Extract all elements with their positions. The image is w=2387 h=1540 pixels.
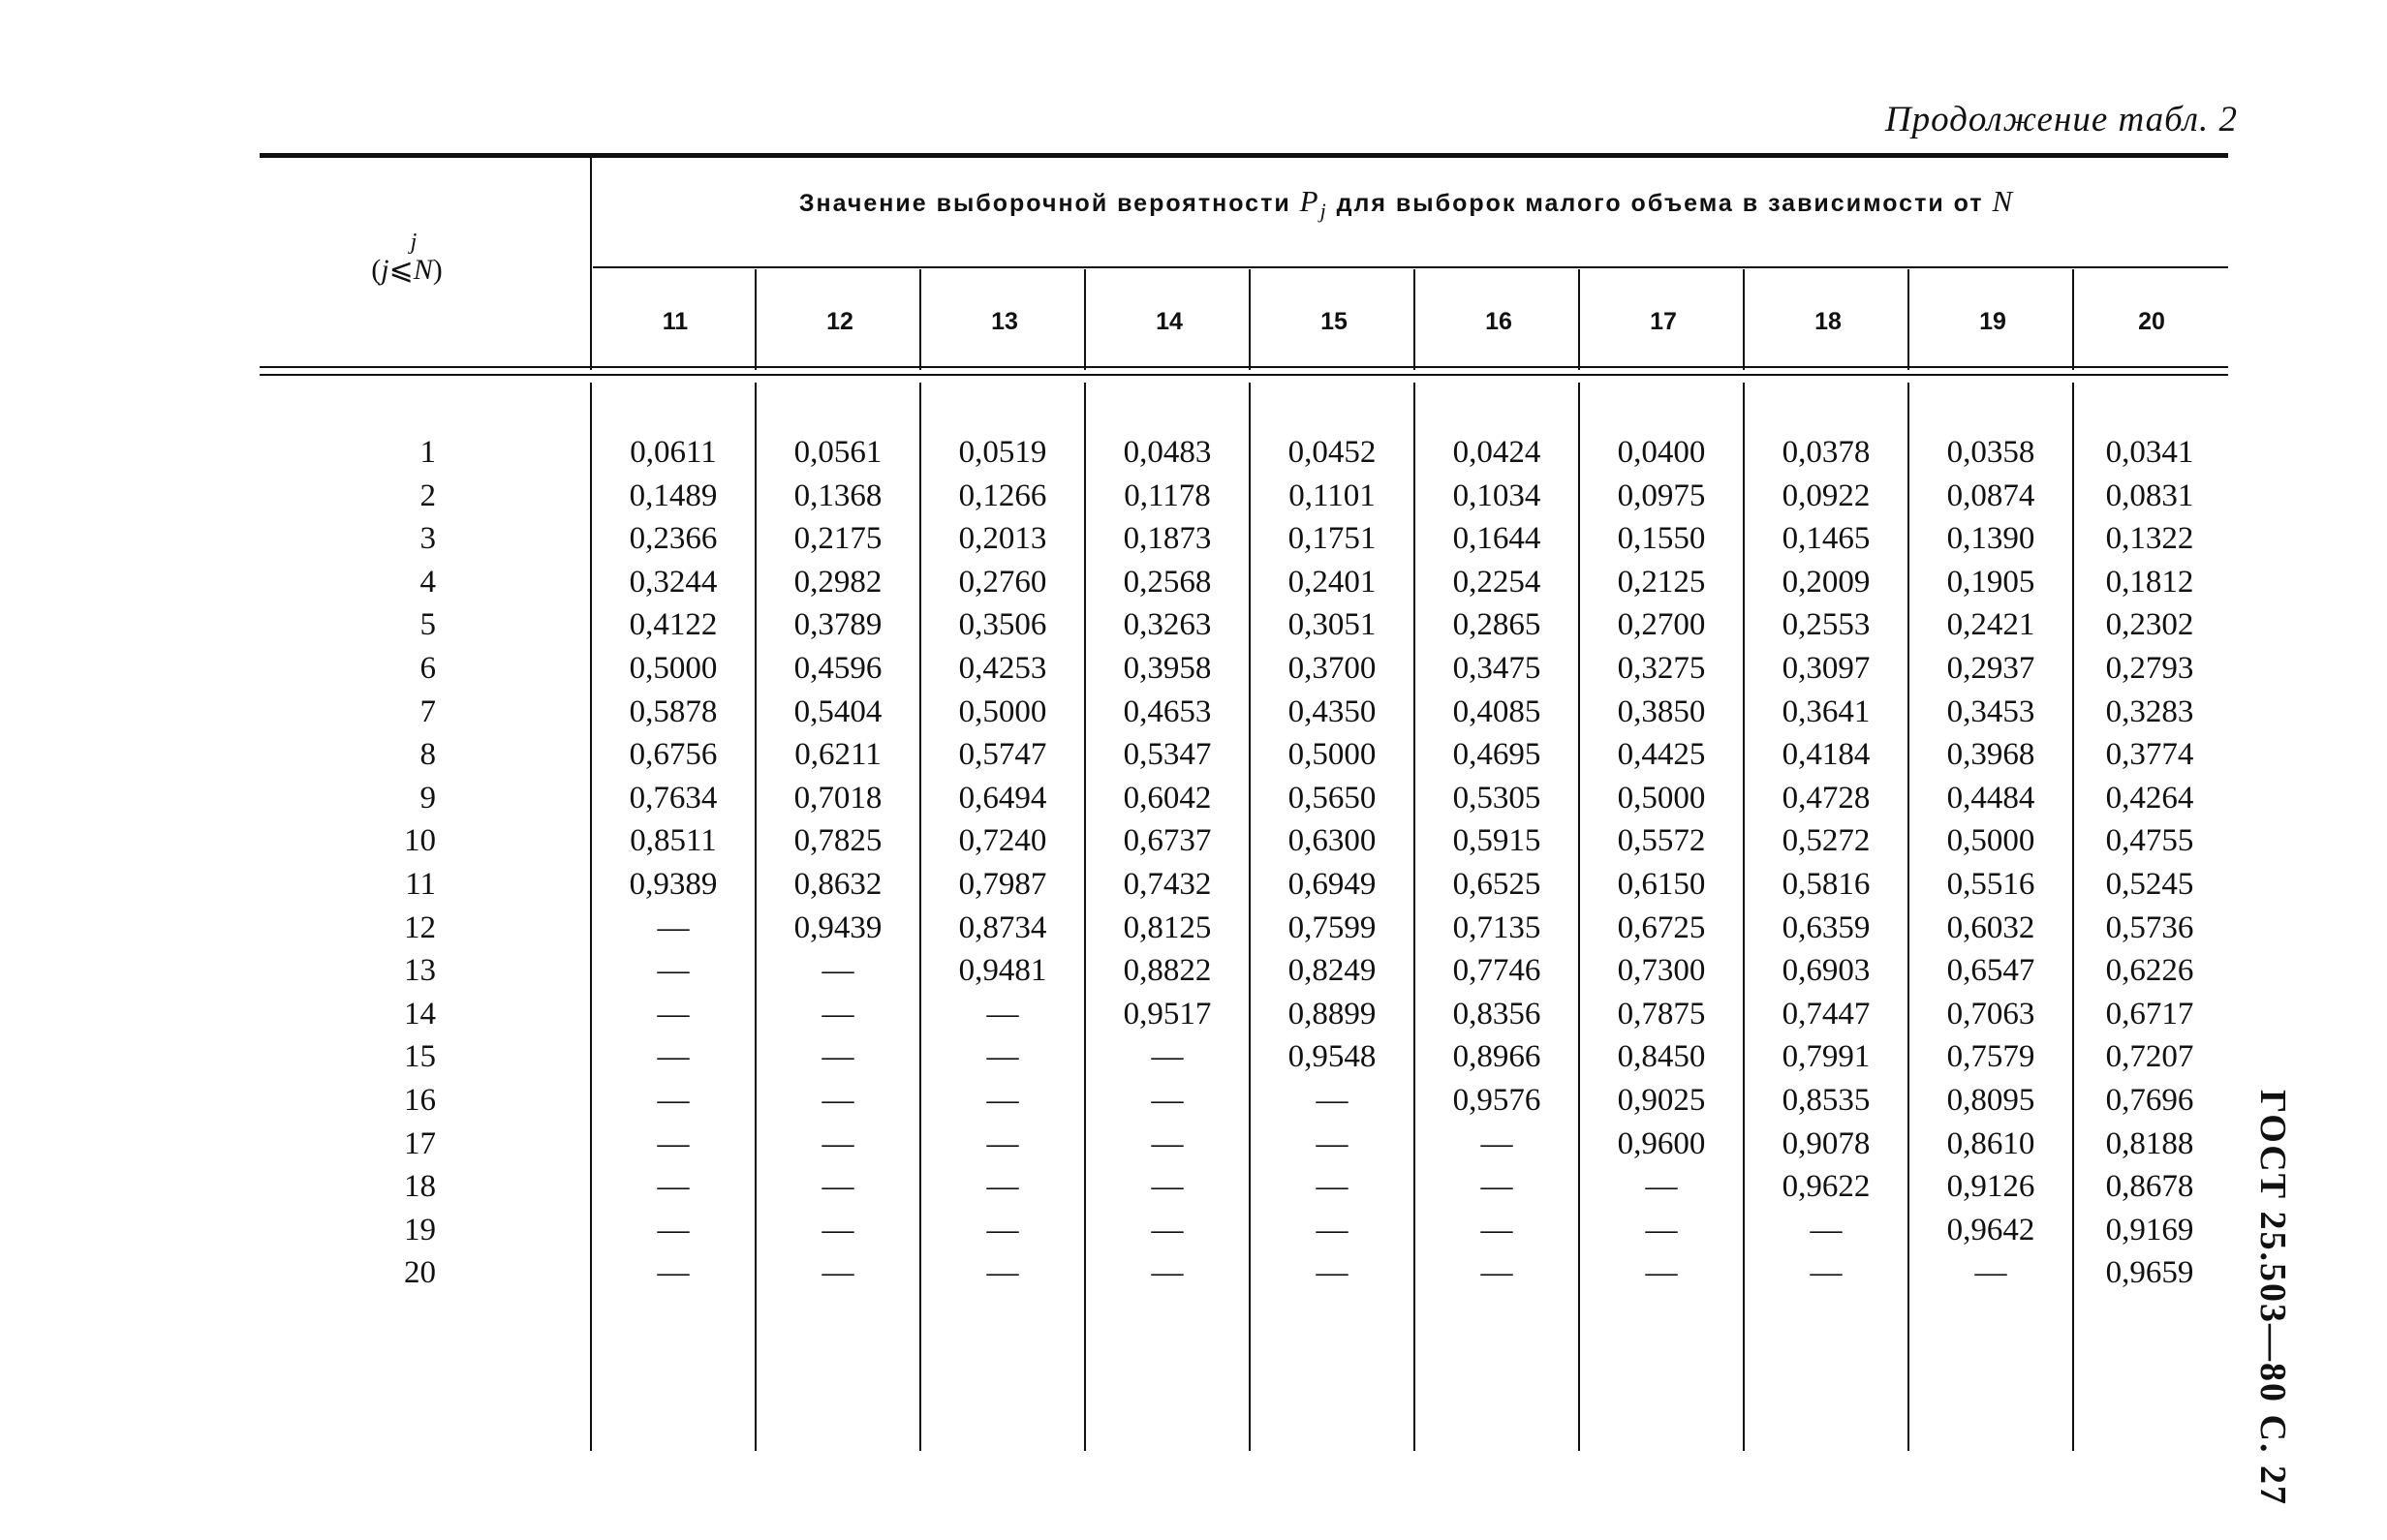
probability-cell: 0,7018: [793, 780, 883, 816]
probability-cell: 0,2421: [1946, 607, 2035, 643]
row-index: 3: [419, 521, 436, 557]
empty-cell-dash: —: [1480, 1125, 1513, 1161]
empty-cell-dash: —: [1810, 1255, 1843, 1291]
empty-cell-dash: —: [986, 1212, 1019, 1247]
empty-cell-dash: —: [822, 996, 854, 1032]
column-header-n: 12: [826, 308, 853, 335]
row-index: 16: [404, 1083, 436, 1118]
probability-cell: 0,5272: [1782, 823, 1871, 859]
row-index: 20: [404, 1255, 436, 1291]
probability-cell: 0,9659: [2105, 1255, 2194, 1291]
probability-cell: 0,7135: [1452, 909, 1541, 945]
empty-cell-dash: —: [822, 1212, 854, 1247]
empty-cell-dash: —: [1480, 1169, 1513, 1205]
probability-cell: 0,1489: [629, 477, 718, 513]
probability-cell: 0,1178: [1124, 477, 1211, 513]
probability-cell: 0,2568: [1123, 564, 1212, 600]
empty-cell-dash: —: [1810, 1212, 1843, 1247]
probability-cell: 0,2175: [793, 521, 883, 557]
probability-cell: 0,0831: [2105, 477, 2194, 513]
probability-cell: 0,7987: [958, 867, 1047, 902]
row-index: 4: [419, 564, 436, 600]
header-sub-rule: [593, 266, 2228, 268]
probability-cell: 0,5915: [1452, 823, 1541, 859]
probability-cell: 0,2013: [958, 521, 1047, 557]
probability-cell: 0,7599: [1287, 909, 1377, 945]
empty-cell-dash: —: [657, 1212, 690, 1247]
row-index: 11: [405, 867, 436, 902]
probability-cell: 0,7447: [1782, 996, 1871, 1032]
probability-cell: 0,5747: [958, 737, 1047, 773]
probability-cell: 0,3968: [1946, 737, 2035, 773]
empty-cell-dash: —: [822, 1125, 854, 1161]
probability-cell: 0,0341: [2105, 435, 2194, 470]
row-index-header: [344, 231, 470, 285]
header-double-rule-bottom: [260, 374, 2228, 376]
probability-cell: 0,5000: [958, 693, 1047, 729]
probability-cell: 0,8356: [1452, 996, 1541, 1032]
probability-cell: 0,9025: [1617, 1083, 1706, 1118]
probability-cell: 0,1812: [2105, 564, 2194, 600]
probability-cell: 0,2700: [1617, 607, 1706, 643]
row-index: 13: [404, 953, 436, 989]
probability-cell: 0,6717: [2105, 996, 2194, 1032]
probability-cell: 0,1266: [958, 477, 1047, 513]
probability-cell: 0,0519: [958, 435, 1047, 470]
probability-cell: 0,6226: [2105, 953, 2194, 989]
probability-cell: 0,4596: [793, 651, 883, 686]
probability-cell: 0,0400: [1617, 435, 1706, 470]
probability-cell: 0,7825: [793, 823, 883, 859]
probability-cell: 0,1390: [1946, 521, 2035, 557]
row-index: 17: [404, 1125, 436, 1161]
probability-cell: 0,5000: [1617, 780, 1706, 816]
probability-cell: 0,8095: [1946, 1083, 2035, 1118]
empty-cell-dash: —: [1316, 1169, 1348, 1205]
probability-cell: 0,7634: [629, 780, 718, 816]
probability-cell: 0,4728: [1782, 780, 1871, 816]
probability-cell: 0,1101: [1288, 477, 1376, 513]
empty-cell-dash: —: [657, 996, 690, 1032]
probability-cell: 0,2937: [1946, 651, 2035, 686]
probability-cell: 0,0378: [1782, 435, 1871, 470]
probability-cell: 0,2366: [629, 521, 718, 557]
probability-cell: 0,6042: [1123, 780, 1212, 816]
probability-cell: 0,5878: [629, 693, 718, 729]
empty-cell-dash: —: [657, 909, 690, 945]
probability-cell: 0,2982: [793, 564, 883, 600]
row-index: 1: [419, 435, 436, 470]
probability-cell: 0,4425: [1617, 737, 1706, 773]
empty-cell-dash: —: [1974, 1255, 2007, 1291]
empty-cell-dash: —: [822, 1083, 854, 1118]
table-continuation-caption: Продолжение табл. 2: [1884, 100, 2238, 139]
probability-cell: 0,9078: [1782, 1125, 1871, 1161]
probability-cell: 0,6032: [1946, 909, 2035, 945]
probability-cell: 0,6359: [1782, 909, 1871, 945]
probability-cell: 0,5305: [1452, 780, 1541, 816]
probability-cell: 0,6756: [629, 737, 718, 773]
probability-cell: 0,9517: [1123, 996, 1212, 1032]
probability-cell: 0,3244: [629, 564, 718, 600]
probability-cell: 0,4184: [1782, 737, 1871, 773]
probability-cell: 0,3475: [1452, 651, 1541, 686]
probability-cell: 0,5347: [1123, 737, 1212, 773]
empty-cell-dash: —: [1645, 1169, 1678, 1205]
row-index: 9: [419, 780, 436, 816]
row-index: 2: [419, 477, 436, 513]
empty-cell-dash: —: [822, 1255, 854, 1291]
empty-cell-dash: —: [1645, 1255, 1678, 1291]
empty-cell-dash: —: [1480, 1212, 1513, 1247]
probability-cell: 0,6903: [1782, 953, 1871, 989]
row-index: 8: [419, 737, 436, 773]
probability-cell: 0,9481: [958, 953, 1047, 989]
probability-cell: 0,8734: [958, 909, 1047, 945]
probability-cell: 0,3275: [1617, 651, 1706, 686]
probability-cell: 0,9622: [1782, 1169, 1871, 1205]
probability-cell: 0,1465: [1782, 521, 1871, 557]
empty-cell-dash: —: [822, 1039, 854, 1075]
probability-cell: 0,0452: [1287, 435, 1377, 470]
column-header-n: 15: [1320, 308, 1348, 335]
probability-cell: 0,3958: [1123, 651, 1212, 686]
row-index: 10: [404, 823, 436, 859]
top-rule: [260, 153, 2228, 158]
column-header-n: 19: [1979, 308, 2006, 335]
probability-cell: 0,3774: [2105, 737, 2194, 773]
probability-cell: 0,3283: [2105, 693, 2194, 729]
probability-cell: 0,6525: [1452, 867, 1541, 902]
probability-cell: 0,4122: [629, 607, 718, 643]
probability-cell: 0,5404: [793, 693, 883, 729]
probability-cell: 0,6725: [1617, 909, 1706, 945]
probability-cell: 0,5572: [1617, 823, 1706, 859]
empty-cell-dash: —: [1151, 1125, 1184, 1161]
probability-cell: 0,7063: [1946, 996, 2035, 1032]
probability-cell: 0,0483: [1123, 435, 1212, 470]
empty-cell-dash: —: [986, 1125, 1019, 1161]
probability-cell: 0,1905: [1946, 564, 2035, 600]
probability-cell: 0,3263: [1123, 607, 1212, 643]
probability-cell: 0,1034: [1452, 477, 1541, 513]
empty-cell-dash: —: [657, 1083, 690, 1118]
probability-cell: 0,7432: [1123, 867, 1212, 902]
probability-cell: 0,0424: [1452, 435, 1541, 470]
row-index-symbol: j: [410, 230, 418, 255]
probability-cell: 0,8899: [1287, 996, 1377, 1032]
empty-cell-dash: —: [657, 1125, 690, 1161]
empty-cell-dash: —: [657, 953, 690, 989]
row-index: 12: [404, 909, 436, 945]
probability-cell: 0,2125: [1617, 564, 1706, 600]
empty-cell-dash: —: [986, 1255, 1019, 1291]
probability-cell: 0,6300: [1287, 823, 1377, 859]
probability-cell: 0,8535: [1782, 1083, 1871, 1118]
probability-cell: 0,8678: [2105, 1169, 2194, 1205]
empty-cell-dash: —: [986, 996, 1019, 1032]
probability-cell: 0,7746: [1452, 953, 1541, 989]
probability-cell: 0,8450: [1617, 1039, 1706, 1075]
probability-cell: 0,1644: [1452, 521, 1541, 557]
empty-cell-dash: —: [657, 1039, 690, 1075]
probability-cell: 0,3097: [1782, 651, 1871, 686]
column-header-n: 17: [1650, 308, 1677, 335]
empty-cell-dash: —: [1316, 1083, 1348, 1118]
probability-cell: 0,7579: [1946, 1039, 2035, 1075]
probability-cell: 0,6494: [958, 780, 1047, 816]
empty-cell-dash: —: [822, 1169, 854, 1205]
probability-cell: 0,6547: [1946, 953, 2035, 989]
probability-cell: 0,4350: [1287, 693, 1377, 729]
probability-cell: 0,5736: [2105, 909, 2194, 945]
probability-cell: 0,1368: [793, 477, 883, 513]
probability-cell: 0,7240: [958, 823, 1047, 859]
row-index: 18: [404, 1169, 436, 1205]
probability-cell: 0,3700: [1287, 651, 1377, 686]
probability-cell: 0,8511: [630, 823, 717, 859]
probability-cell: 0,7696: [2105, 1083, 2194, 1118]
probability-cell: 0,7300: [1617, 953, 1706, 989]
probability-cell: 0,9389: [629, 867, 718, 902]
empty-cell-dash: —: [1480, 1255, 1513, 1291]
probability-cell: 0,9642: [1946, 1212, 2035, 1247]
probability-cell: 0,3453: [1946, 693, 2035, 729]
row-index: 19: [404, 1212, 436, 1247]
header-double-rule-top: [260, 366, 2228, 368]
probability-cell: 0,3641: [1782, 693, 1871, 729]
probability-cell: 0,2793: [2105, 651, 2194, 686]
empty-cell-dash: —: [822, 953, 854, 989]
probability-cell: 0,5516: [1946, 867, 2035, 902]
probability-cell: 0,5000: [1287, 737, 1377, 773]
probability-cell: 0,4253: [958, 651, 1047, 686]
probability-cell: 0,7207: [2105, 1039, 2194, 1075]
probability-cell: 0,2009: [1782, 564, 1871, 600]
probability-cell: 0,3789: [793, 607, 883, 643]
probability-cell: 0,5816: [1782, 867, 1871, 902]
row-index: 5: [419, 607, 436, 643]
probability-cell: 0,9600: [1617, 1125, 1706, 1161]
probability-cell: 0,6150: [1617, 867, 1706, 902]
empty-cell-dash: —: [1151, 1039, 1184, 1075]
empty-cell-dash: —: [1316, 1212, 1348, 1247]
probability-cell: 0,6211: [794, 737, 882, 773]
probability-cell: 0,6949: [1287, 867, 1377, 902]
row-index-condition: (j⩽N): [371, 254, 443, 286]
probability-cell: 0,5245: [2105, 867, 2194, 902]
probability-cell: 0,1873: [1123, 521, 1212, 557]
row-index: 6: [419, 651, 436, 686]
row-index: 15: [404, 1039, 436, 1075]
probability-cell: 0,6737: [1123, 823, 1212, 859]
empty-cell-dash: —: [986, 1039, 1019, 1075]
probability-cell: 0,1550: [1617, 521, 1706, 557]
probability-cell: 0,9126: [1946, 1169, 2035, 1205]
probability-cell: 0,0611: [630, 435, 717, 470]
probability-cell: 0,9439: [793, 909, 883, 945]
empty-cell-dash: —: [986, 1083, 1019, 1118]
probability-cell: 0,9576: [1452, 1083, 1541, 1118]
column-header-n: 18: [1814, 308, 1842, 335]
probability-cell: 0,5000: [629, 651, 718, 686]
empty-cell-dash: —: [1316, 1255, 1348, 1291]
probability-cell: 0,8125: [1123, 909, 1212, 945]
empty-cell-dash: —: [657, 1255, 690, 1291]
probability-cell: 0,2553: [1782, 607, 1871, 643]
probability-cell: 0,0922: [1782, 477, 1871, 513]
empty-cell-dash: —: [1316, 1125, 1348, 1161]
empty-cell-dash: —: [1151, 1255, 1184, 1291]
probability-cell: 0,8632: [793, 867, 883, 902]
probability-cell: 0,5650: [1287, 780, 1377, 816]
column-header-n: 13: [991, 308, 1018, 335]
probability-cell: 0,5000: [1946, 823, 2035, 859]
empty-cell-dash: —: [1151, 1212, 1184, 1247]
row-index: 7: [419, 693, 436, 729]
probability-cell: 0,2401: [1287, 564, 1377, 600]
probability-cell: 0,7875: [1617, 996, 1706, 1032]
probability-cell: 0,4085: [1452, 693, 1541, 729]
probability-cell: 0,4264: [2105, 780, 2194, 816]
probability-cell: 0,8822: [1123, 953, 1212, 989]
probability-cell: 0,9548: [1287, 1039, 1377, 1075]
probability-cell: 0,1322: [2105, 521, 2194, 557]
probability-cell: 0,2760: [958, 564, 1047, 600]
probability-cell: 0,4484: [1946, 780, 2035, 816]
probability-cell: 0,2254: [1452, 564, 1541, 600]
empty-cell-dash: —: [1151, 1083, 1184, 1118]
probability-cell: 0,3051: [1287, 607, 1377, 643]
probability-cell: 0,0358: [1946, 435, 2035, 470]
probability-cell: 0,4755: [2105, 823, 2194, 859]
probability-cell: 0,8249: [1287, 953, 1377, 989]
probability-cell: 0,8966: [1452, 1039, 1541, 1075]
probability-cell: 0,1751: [1287, 521, 1377, 557]
column-header-n: 16: [1485, 308, 1512, 335]
probability-cell: 0,2865: [1452, 607, 1541, 643]
probability-cell: 0,7991: [1782, 1039, 1871, 1075]
empty-cell-dash: —: [657, 1169, 690, 1205]
probability-cell: 0,3850: [1617, 693, 1706, 729]
probability-cell: 0,3506: [958, 607, 1047, 643]
probability-cell: 0,8610: [1946, 1125, 2035, 1161]
probability-cell: 0,0874: [1946, 477, 2035, 513]
column-header-n: 20: [2138, 308, 2165, 335]
probability-cell: 0,8188: [2105, 1125, 2194, 1161]
probability-cell: 0,4653: [1123, 693, 1212, 729]
row-index: 14: [404, 996, 436, 1032]
probability-cell: 0,0561: [793, 435, 883, 470]
column-header-n: 11: [662, 308, 689, 335]
table-main-header: Значение выборочной вероятности Pj для выборок малого объема в зависимости от N: [798, 184, 2015, 223]
probability-cell: 0,4695: [1452, 737, 1541, 773]
document-code-vertical: ГОСТ 25.503—80 С. 27: [2252, 1090, 2293, 1506]
column-header-n: 14: [1156, 308, 1183, 335]
empty-cell-dash: —: [986, 1169, 1019, 1205]
probability-cell: 0,9169: [2105, 1212, 2194, 1247]
empty-cell-dash: —: [1151, 1169, 1184, 1205]
empty-cell-dash: —: [1645, 1212, 1678, 1247]
probability-cell: 0,0975: [1617, 477, 1706, 513]
probability-cell: 0,2302: [2105, 607, 2194, 643]
